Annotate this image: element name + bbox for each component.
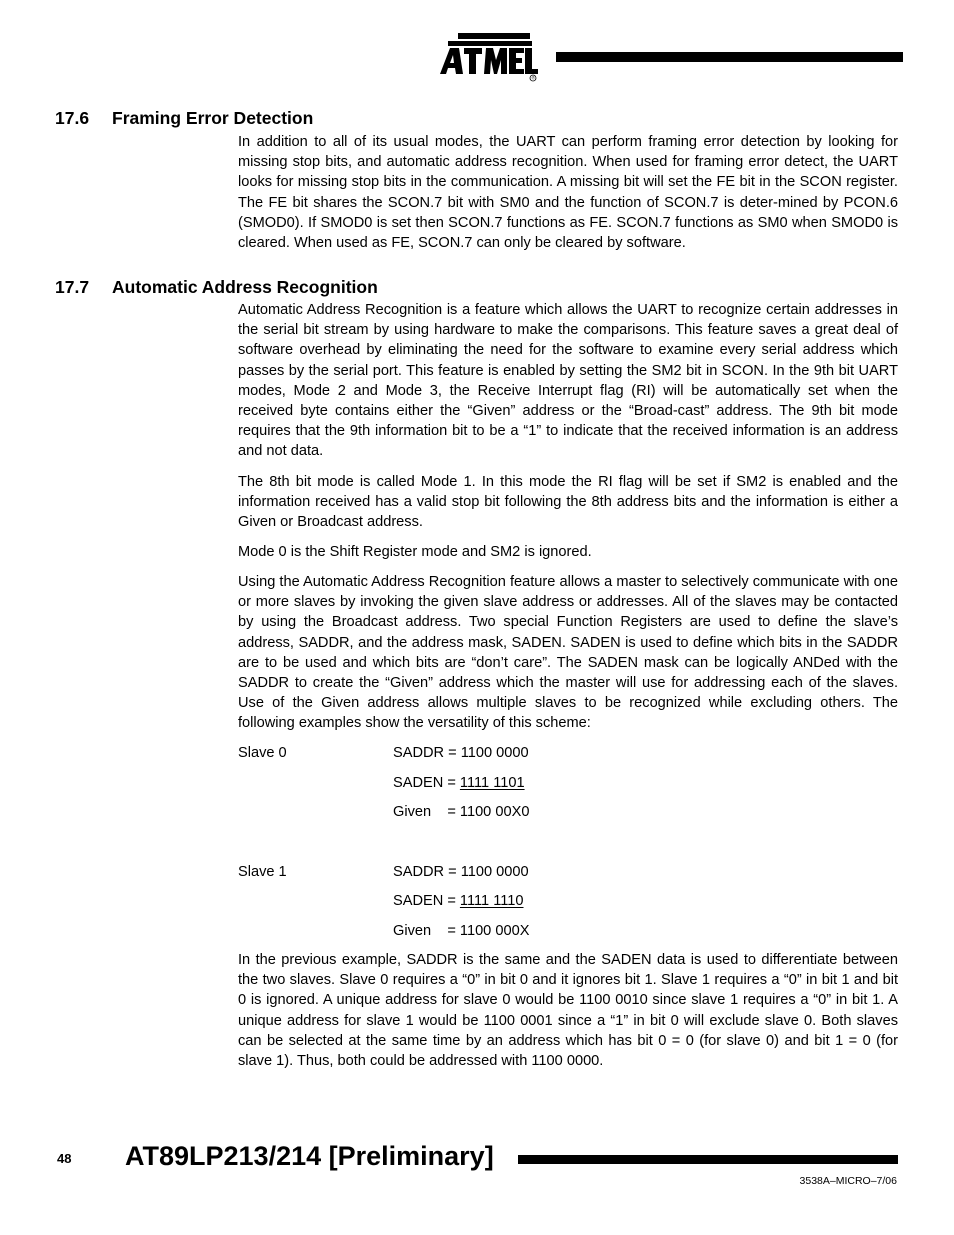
section-heading-17-6 — [55, 108, 313, 128]
saddr-value: 1100 0000 — [460, 864, 529, 880]
section-heading-17-7 — [55, 277, 378, 297]
example-label-slave-1: Slave 1 — [238, 864, 287, 880]
paragraph: Mode 0 is the Shift Register mode and SM2 is ignored. — [238, 544, 592, 560]
saddr-label: SADDR = — [393, 745, 461, 761]
example-saden-row — [393, 891, 524, 911]
given-label: Given = — [393, 804, 460, 820]
example-label-slave-0: Slave 0 — [238, 745, 287, 761]
document-code: 3538A–MICRO–7/06 — [799, 1175, 897, 1187]
saddr-label: SADDR = — [393, 864, 461, 880]
header-rule — [556, 52, 903, 62]
given-label: Given = — [393, 923, 460, 939]
given-value: 1100 000X — [459, 923, 530, 939]
section-title: Automatic Address Recognition — [112, 277, 378, 297]
saden-label: SADEN = — [393, 893, 460, 909]
paragraph: Automatic Address Recognition is a feature which allows the UART to recognize certain addresses in the serial bit stream by using hardware to make the comparisons. This feature saves a great deal of software overhead by eliminating the need for the software to examine every serial address which passes by the serial port. This feature is enabled by setting the SM2 bit in SCON. In the 9th bit UART modes, Mode 2 and Mode 3, the Receive Interrupt flag (RI) will be automatically set when the received byte contains either the “Given” address or the “Broad-cast” address. The 9th bit mode requires that the 9th information bit to be a “1” to indicate that the received information is an address and not data. — [238, 302, 898, 460]
paragraph: In addition to all of its usual modes, the UART can perform framing error detection by looking for missing stop bits, and automatic address recognition. When used for framing error detect, the UART looks for missing stop bits in the communication. A missing bit will set the FE bit in the SCON register. The FE bit shares the SCON.7 bit with SM0 and the function of SCON.7 is deter-mined by PCON.6 (SMOD0). If SMOD0 is set then SCON.7 functions as FE. SCON.7 functions as SM0 when SMOD0 is cleared. When used as FE, SCON.7 can only be cleared by software. — [238, 134, 898, 252]
example-saddr-row — [393, 743, 529, 763]
section-number: 17.6 — [55, 108, 90, 128]
example-given-row — [393, 802, 529, 822]
paragraph: The 8th bit mode is called Mode 1. In this mode the RI flag will be set if SM2 is enabled and the information received has a valid stop bit following the 8th address bits and the information is either a Given or Broadcast address. — [238, 474, 898, 531]
section-title: Framing Error Detection — [112, 108, 314, 128]
document-title: AT89LP213/214 [Preliminary] — [125, 1141, 494, 1171]
section-number: 17.7 — [55, 277, 90, 297]
footer-rule — [518, 1155, 898, 1164]
saden-label: SADEN = — [393, 775, 460, 791]
atmel-logo — [436, 30, 540, 82]
example-saden-row — [393, 773, 525, 793]
saddr-value: 1100 0000 — [460, 745, 529, 761]
logo-registered-mark: ® — [531, 75, 535, 81]
page-number: 48 — [57, 1151, 72, 1166]
given-value: 1100 00X0 — [459, 804, 530, 820]
example-given-row — [393, 921, 529, 941]
saden-value: 1111 1110 — [459, 893, 524, 909]
example-saddr-row — [393, 862, 529, 882]
paragraph: In the previous example, SADDR is the same and the SADEN data is used to differentiate between the two slaves. Slave 0 requires a “0” in bit 0 and it ignores bit 1. Slave 1 requires a “0” in bit 1 and bit 0 is ignored. A unique address for slave 0 would be 1100 0010 since slave 1 requires a “0” in bit 1. A unique address for slave 1 would be 1100 0001 since a “1” in bit 0 will exclude slave 0. Both slaves can be selected at the same time by an address which has bit 0 = 0 (for slave 0) and bit 1 = 0 (for slave 1). Thus, both could be addressed with 1100 0000. — [238, 952, 898, 1070]
paragraph: Using the Automatic Address Recognition feature allows a master to selectively communicate with one or more slaves by invoking the given slave address or addresses. All of the slaves may be contacted by using the Broadcast address. Two special Function Registers are used to define the slave’s address, SADDR, and the address mask, SADEN. SADEN is used to define which bits in the SADDR are to be used and which bits are “don’t care”. The SADEN mask can be logically ANDed with the SADDR to create the “Given” address which the master will use for addressing each of the slaves. Use of the Given address allows multiple slaves to be recognized while excluding others. The following examples show the versatility of this scheme: — [238, 574, 898, 732]
saden-value: 1111 1101 — [459, 775, 525, 791]
